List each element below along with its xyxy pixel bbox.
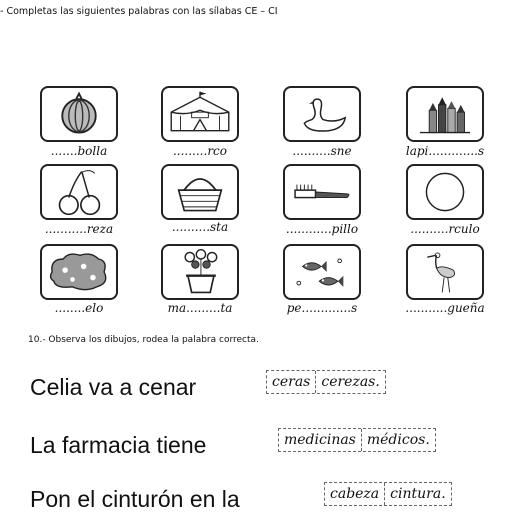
circle-icon — [408, 166, 482, 218]
fish-icon — [285, 246, 359, 298]
options-box-1 — [266, 370, 386, 394]
option-cabeza[interactable]: cabeza — [330, 486, 380, 502]
option-medicos[interactable]: médicos. — [361, 429, 435, 451]
card-onion — [40, 86, 118, 142]
card-fish — [283, 244, 361, 300]
onion-icon — [42, 88, 116, 140]
word-item-12: ...........gueña — [405, 301, 485, 315]
sky-cloud-icon — [42, 246, 116, 298]
word-item-7: ............pillo — [285, 222, 359, 236]
word-item-2: .........rco — [172, 144, 227, 158]
options-box-3 — [324, 482, 452, 506]
pencils-icon — [408, 88, 482, 140]
card-toothbrush — [283, 164, 361, 220]
option-cerezas[interactable]: cerezas. — [315, 371, 384, 393]
option-ceras[interactable]: ceras — [272, 374, 311, 390]
stork-icon — [408, 246, 482, 298]
word-item-3: ..........sne — [292, 144, 352, 158]
card-flowerpot — [161, 244, 239, 300]
sentence-1: Celia va a cenar — [30, 374, 197, 400]
word-item-4: lapi.............s — [405, 144, 485, 158]
toothbrush-icon — [285, 166, 359, 218]
swan-icon — [285, 88, 359, 140]
card-cherries — [40, 164, 118, 220]
option-cintura[interactable]: cintura. — [384, 483, 450, 505]
flower-pot-icon — [163, 246, 237, 298]
word-item-6: ..........sta — [171, 220, 229, 234]
exercise-9-instruction: - Completas las siguientes palabras con las sílabas CE – CI — [0, 6, 278, 17]
card-pencils — [406, 86, 484, 142]
card-basket — [161, 164, 239, 220]
sentence-3: Pon el cinturón en la — [30, 486, 240, 512]
word-item-1: .......bolla — [50, 144, 108, 158]
sentence-2: La farmacia tiene — [30, 432, 207, 458]
option-medicinas[interactable]: medicinas — [284, 432, 356, 448]
card-circle — [406, 164, 484, 220]
card-swan — [283, 86, 361, 142]
card-sky — [40, 244, 118, 300]
cherries-icon — [42, 166, 116, 218]
word-item-9: ........elo — [54, 301, 104, 315]
options-box-2 — [278, 428, 436, 452]
card-stork — [406, 244, 484, 300]
card-circus — [161, 86, 239, 142]
circus-tent-icon — [163, 88, 237, 140]
word-item-10: ma.........ta — [167, 301, 233, 315]
word-item-11: pe.............s — [286, 301, 358, 315]
basket-icon — [163, 166, 237, 218]
word-item-8: ..........rculo — [410, 222, 480, 236]
exercise-10-instruction: 10.- Observa los dibujos, rodea la palabra correcta. — [28, 335, 259, 345]
word-item-5: ...........reza — [44, 222, 114, 236]
